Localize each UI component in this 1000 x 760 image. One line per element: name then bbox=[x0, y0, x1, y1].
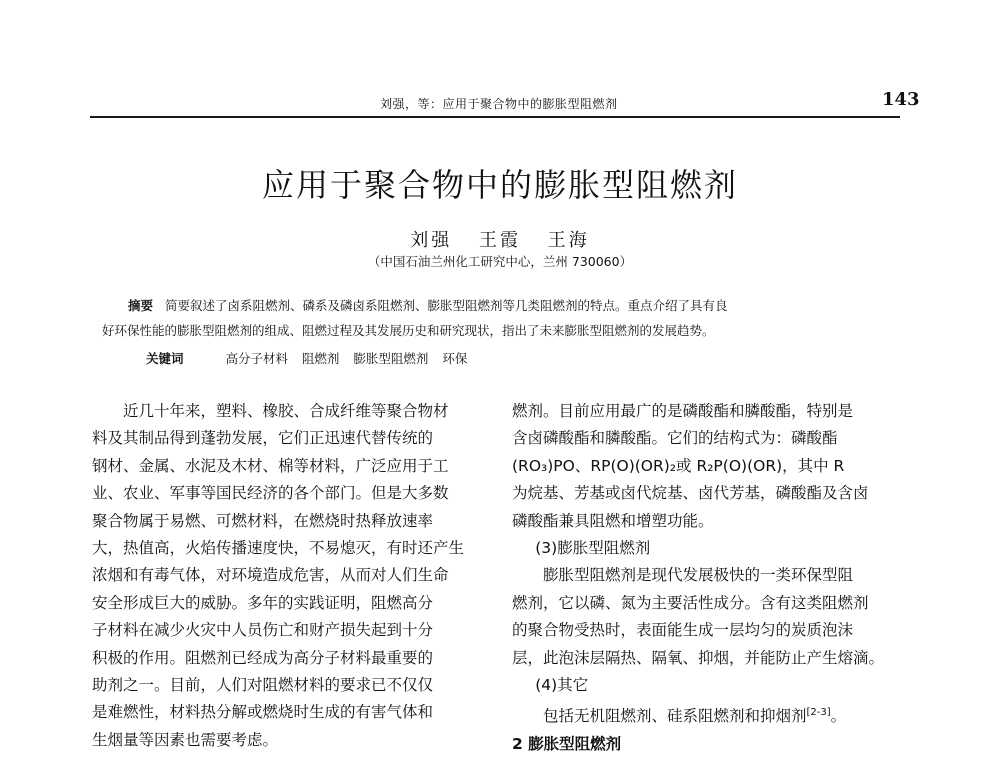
body-line: 钢材、金属、水泥及木材、棉等材料，广泛应用于工 bbox=[92, 456, 449, 475]
keywords-items: 高分子材料 阻燃剂 膨胀型阻燃剂 环保 bbox=[225, 351, 468, 366]
body-line: (RO₃)PO、RP(O)(OR)₂或 R₂P(O)(OR)，其中 R bbox=[512, 456, 845, 475]
citation-ref: [2-3] bbox=[806, 707, 831, 719]
body-line: 浓烟和有毒气体，对环境造成危害，从而对人们生命 bbox=[92, 566, 449, 585]
body-line: 的聚合物受热时，表面能生成一层均匀的炭质泡沫 bbox=[512, 621, 854, 640]
body-line: 燃剂。目前应用最广的是磷酸酯和膦酸酯，特别是 bbox=[512, 402, 854, 420]
body-line-with-citation bbox=[512, 699, 902, 731]
body-line: 聚合物属于易燃、可燃材料，在燃烧时热释放速率 bbox=[92, 511, 434, 530]
section-heading: 2 膨胀型阻燃剂 bbox=[512, 735, 622, 754]
body-line: 助剂之一。目前，人们对阻燃材料的要求已不仅仅 bbox=[92, 676, 434, 695]
header-rule bbox=[90, 116, 900, 118]
body-line: 安全形成巨大的威胁。多年的实践证明，阻燃高分 bbox=[92, 593, 434, 612]
body-line: 磷酸酯兼具阻燃和增塑功能。 bbox=[512, 511, 714, 530]
authors: 刘强 王霞 王海 bbox=[410, 230, 590, 251]
body-line: 积极的作用。阻燃剂已经成为高分子材料最重要的 bbox=[92, 648, 434, 667]
abstract-text-1: 简要叙述了卤系阻燃剂、磷系及磷卤系阻燃剂、膨胀型阻燃剂等几类阻燃剂的特点。重点介绍了具有良 bbox=[164, 298, 728, 313]
abstract-line-1 bbox=[128, 293, 896, 318]
body-line: 层，此泡沫层隔热、隔氧、抑烟，并能防止产生熔滴。 bbox=[512, 648, 885, 667]
body-line: 业、农业、军事等国民经济的各个部门。但是大多数 bbox=[92, 484, 449, 503]
body-line: 近几十年来，塑料、橡胶、合成纤维等聚合物材 bbox=[123, 402, 449, 420]
body-text: 包括无机阻燃剂、硅系阻燃剂和抑烟剂 bbox=[543, 707, 807, 726]
body-line: 生烟量等因素也需要考虑。 bbox=[92, 730, 279, 749]
body-line: 大，热值高，火焰传播速度快，不易熄灭，有时还产生 bbox=[92, 539, 465, 558]
subheading-4: (4)其它 bbox=[535, 676, 589, 695]
abstract bbox=[102, 293, 896, 343]
body-line: 是难燃性，材料热分解或燃烧时生成的有害气体和 bbox=[92, 703, 434, 722]
body-line: 子材料在减少火灾中人员伤亡和财产损失起到十分 bbox=[92, 621, 434, 640]
body-line: 燃剂，它以磷、氮为主要活性成分。含有这类阻燃剂 bbox=[512, 593, 869, 612]
page-number: 143 bbox=[882, 89, 920, 110]
running-head: 刘强，等：应用于聚合物中的膨胀型阻燃剂 bbox=[380, 97, 618, 111]
body-line: 为烷基、芳基或卤代烷基、卤代芳基，磷酸酯及含卤 bbox=[512, 484, 869, 503]
affiliation: （中国石油兰州化工研究中心，兰州 730060） bbox=[367, 254, 633, 269]
right-column bbox=[512, 398, 902, 758]
body-line: 料及其制品得到蓬勃发展，它们正迅速代替传统的 bbox=[92, 429, 434, 448]
article-title: 应用于聚合物中的膨胀型阻燃剂 bbox=[261, 166, 738, 204]
subheading-3: (3)膨胀型阻燃剂 bbox=[535, 539, 651, 558]
abstract-line-2: 好环保性能的膨胀型阻燃剂的组成、阻燃过程及其发展历史和研究现状，指出了未来膨胀型阻燃剂的发展趋势。 bbox=[102, 323, 715, 338]
left-column bbox=[92, 398, 482, 754]
body-text: 。 bbox=[830, 707, 847, 726]
body-line: 含卤磷酸酯和膦酸酯。它们的结构式为：磷酸酯 bbox=[512, 429, 838, 448]
keywords-label: 关键词 bbox=[146, 351, 184, 366]
abstract-label: 摘要 bbox=[128, 298, 154, 313]
keywords bbox=[146, 349, 467, 367]
body-line: 膨胀型阻燃剂是现代发展极快的一类环保型阻 bbox=[543, 566, 854, 585]
